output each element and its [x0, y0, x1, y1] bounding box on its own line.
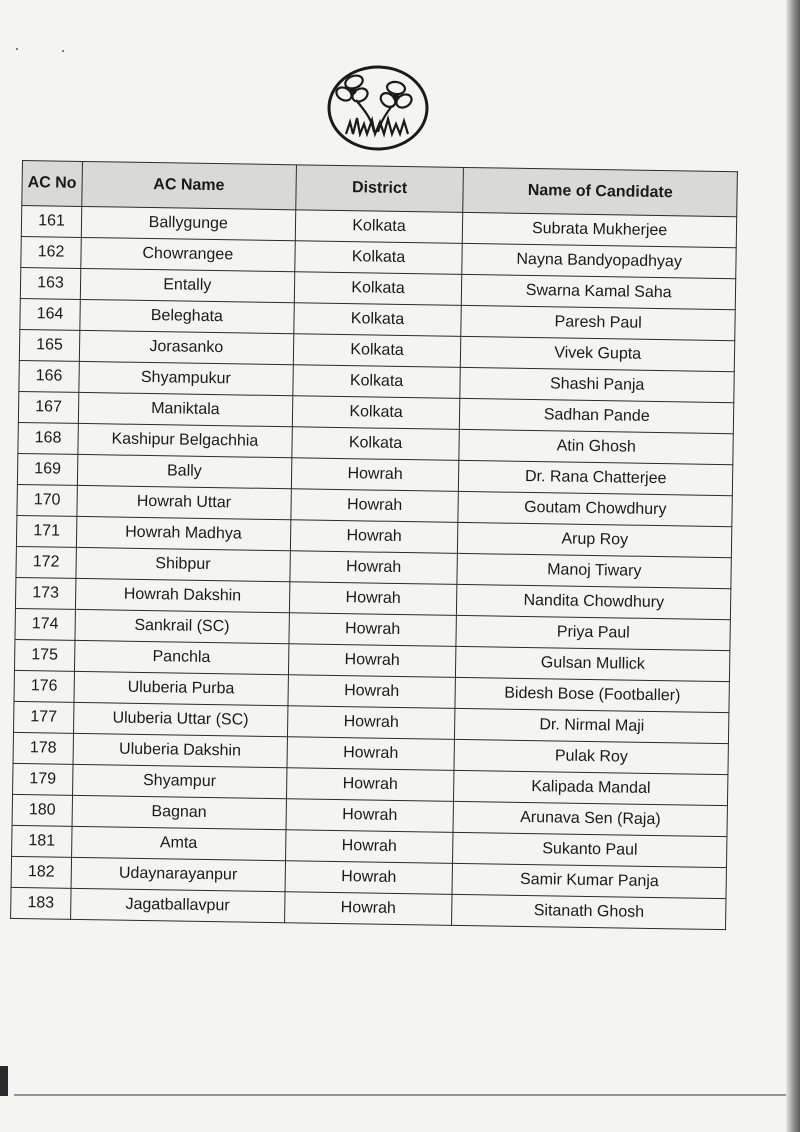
cell-ac-no: 161: [21, 206, 81, 238]
cell-ac-no: 176: [14, 670, 74, 702]
cell-ac-name: Panchla: [74, 640, 288, 674]
cell-candidate-name: Nayna Bandyopadhyay: [462, 243, 736, 278]
cell-ac-name: Howrah Uttar: [77, 485, 291, 519]
cell-ac-no: 165: [19, 329, 79, 361]
cell-candidate-name: Goutam Chowdhury: [458, 491, 732, 526]
cell-district: Kolkata: [294, 241, 462, 275]
cell-candidate-name: Paresh Paul: [461, 305, 735, 340]
cell-district: Howrah: [291, 489, 459, 523]
cell-candidate-name: Dr. Nirmal Maji: [455, 708, 729, 743]
cell-ac-name: Entally: [80, 268, 294, 302]
cell-district: Howrah: [285, 830, 453, 864]
party-logo-icon: [326, 64, 430, 152]
scan-bottom-line: [14, 1094, 786, 1096]
cell-ac-name: Bally: [77, 454, 291, 488]
header-candidate-name: Name of Candidate: [463, 167, 737, 216]
cell-candidate-name: Subrata Mukherjee: [463, 212, 737, 247]
cell-ac-name: Ballygunge: [81, 206, 295, 240]
cell-candidate-name: Kalipada Mandal: [454, 770, 728, 805]
cell-ac-name: Shibpur: [76, 547, 290, 581]
cell-district: Howrah: [286, 799, 454, 833]
cell-district: Howrah: [285, 861, 453, 895]
cell-candidate-name: Sukanto Paul: [453, 832, 727, 867]
cell-candidate-name: Sadhan Pande: [460, 398, 734, 433]
cell-ac-no: 168: [18, 422, 78, 454]
candidate-table: [10, 160, 738, 930]
cell-ac-name: Uluberia Uttar (SC): [73, 702, 287, 736]
cell-ac-name: Amta: [71, 826, 285, 860]
twin-flower-grass-emblem-icon: [326, 64, 430, 152]
cell-candidate-name: Pulak Roy: [454, 739, 728, 774]
cell-ac-no: 171: [16, 515, 76, 547]
cell-ac-name: Shyampur: [72, 764, 286, 798]
cell-candidate-name: Manoj Tiwary: [457, 553, 731, 588]
cell-candidate-name: Vivek Gupta: [461, 336, 735, 371]
cell-ac-no: 177: [14, 701, 74, 733]
cell-ac-name: Uluberia Dakshin: [73, 733, 287, 767]
cell-district: Howrah: [288, 644, 456, 678]
cell-ac-name: Beleghata: [80, 299, 294, 333]
cell-ac-no: 172: [16, 546, 76, 578]
cell-district: Kolkata: [292, 396, 460, 430]
cell-ac-no: 178: [13, 732, 73, 764]
cell-district: Howrah: [286, 768, 454, 802]
cell-ac-name: Bagnan: [72, 795, 286, 829]
cell-ac-no: 175: [14, 639, 74, 671]
cell-ac-name: Jorasanko: [79, 330, 293, 364]
cell-ac-no: 179: [13, 763, 73, 795]
scan-margin-mark: [0, 1066, 8, 1096]
cell-district: Kolkata: [294, 272, 462, 306]
cell-district: Kolkata: [292, 427, 460, 461]
cell-candidate-name: Priya Paul: [456, 615, 730, 650]
cell-ac-name: Maniktala: [78, 392, 292, 426]
cell-candidate-name: Arunava Sen (Raja): [453, 801, 727, 836]
cell-candidate-name: Nandita Chowdhury: [457, 584, 731, 619]
cell-ac-no: 166: [19, 360, 79, 392]
cell-candidate-name: Swarna Kamal Saha: [462, 274, 736, 309]
cell-ac-name: Chowrangee: [81, 237, 295, 271]
cell-district: Howrah: [284, 892, 452, 926]
cell-ac-no: 163: [20, 267, 80, 299]
cell-ac-no: 180: [12, 794, 72, 826]
cell-candidate-name: Arup Roy: [458, 522, 732, 557]
cell-candidate-name: Shashi Panja: [460, 367, 734, 402]
cell-district: Kolkata: [292, 365, 460, 399]
cell-district: Howrah: [290, 520, 458, 554]
cell-ac-name: Jagatballavpur: [70, 888, 284, 922]
cell-candidate-name: Bidesh Bose (Footballer): [455, 677, 729, 712]
cell-candidate-name: Samir Kumar Panja: [452, 863, 726, 898]
cell-ac-no: 181: [12, 825, 72, 857]
cell-candidate-name: Gulsan Mullick: [456, 646, 730, 681]
cell-ac-name: Sankrail (SC): [75, 609, 289, 643]
cell-ac-no: 182: [11, 856, 71, 888]
cell-ac-no: 167: [18, 391, 78, 423]
cell-district: Howrah: [290, 551, 458, 585]
header-district: District: [295, 165, 463, 213]
cell-district: Howrah: [288, 675, 456, 709]
scan-edge-shadow: [786, 0, 800, 1132]
cell-district: Howrah: [289, 613, 457, 647]
cell-ac-no: 174: [15, 608, 75, 640]
cell-district: Kolkata: [295, 210, 463, 244]
cell-candidate-name: Dr. Rana Chatterjee: [459, 460, 733, 495]
header-ac-no: AC No: [22, 161, 83, 207]
cell-ac-name: Kashipur Belgachhia: [78, 423, 292, 457]
scan-speck: [62, 50, 64, 52]
cell-ac-no: 164: [20, 298, 80, 330]
cell-ac-no: 173: [15, 577, 75, 609]
cell-ac-name: Shyampukur: [79, 361, 293, 395]
cell-candidate-name: Atin Ghosh: [459, 429, 733, 464]
cell-district: Kolkata: [293, 303, 461, 337]
scan-speck: [16, 48, 18, 50]
cell-district: Howrah: [291, 458, 459, 492]
cell-ac-no: 183: [11, 887, 71, 919]
cell-district: Howrah: [289, 582, 457, 616]
cell-ac-name: Howrah Madhya: [76, 516, 290, 550]
cell-district: Howrah: [287, 706, 455, 740]
cell-ac-no: 162: [21, 236, 81, 268]
cell-ac-name: Udaynarayanpur: [71, 857, 285, 891]
cell-ac-name: Howrah Dakshin: [75, 578, 289, 612]
cell-district: Kolkata: [293, 334, 461, 368]
cell-ac-name: Uluberia Purba: [74, 671, 288, 705]
cell-candidate-name: Sitanath Ghosh: [452, 894, 726, 929]
cell-ac-no: 170: [17, 484, 77, 516]
cell-ac-no: 169: [17, 453, 77, 485]
header-ac-name: AC Name: [82, 161, 296, 209]
cell-district: Howrah: [287, 737, 455, 771]
